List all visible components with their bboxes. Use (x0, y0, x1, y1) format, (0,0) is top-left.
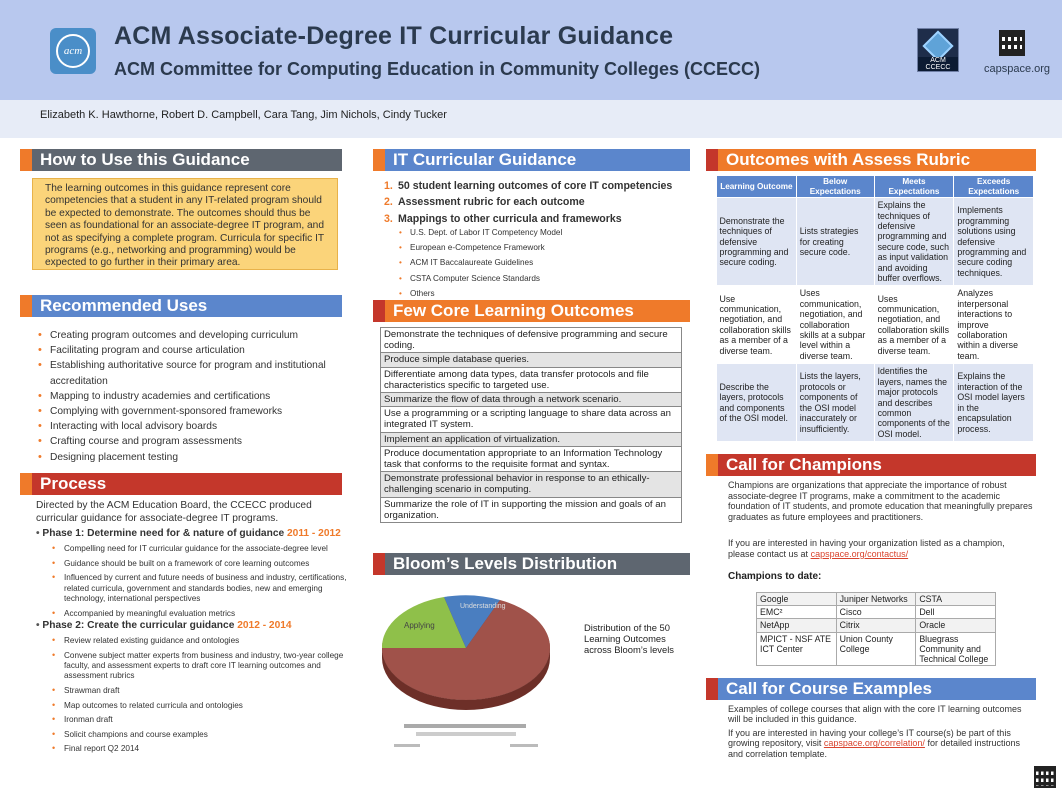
list-item: • Accompanied by meaningful evaluation metrics (48, 609, 348, 619)
table-row: Describe the layers, protocols and components of the OSI model. Lists the layers, protocols or components of the OSI model inaccurately or insufficiently. Identifies the layers, names the major protocols and describes common components of the OSI model. Explains the interaction of the OSI model layers in the encapsulation process. (717, 364, 1034, 442)
qr-code-icon (999, 30, 1025, 56)
list-item: • Solicit champions and course examples (48, 730, 348, 740)
table-row: Use a programming or a scripting language to share data across an integrated IT system. (381, 407, 682, 432)
bloom-heading: Bloom’s Levels Distribution (373, 553, 690, 575)
table-row: NetApp Citrix Oracle (757, 619, 996, 632)
list-item: 2. Assessment rubric for each outcome (384, 196, 585, 209)
bloom-pie-chart (370, 586, 582, 756)
core-outcomes-table (380, 327, 682, 523)
recommended-uses-heading: Recommended Uses (20, 295, 342, 317)
contact-link[interactable]: capspace.org/contactus/ (810, 548, 909, 559)
list-item: • Influenced by current and future needs of business and industry, certifications, related curricula, government and standards bodies, new and emerging technology, international perspectives (48, 573, 348, 604)
phase-1-list (48, 544, 348, 623)
it-guidance-heading: IT Curricular Guidance (373, 149, 690, 171)
course-examples-instructions: If you are interested in having your college’s IT course(s) be part of this growing repository, visit capspace.org/correlation/ for detailed instructions and correlation template. (728, 728, 1020, 759)
list-item: • Others (398, 286, 562, 301)
acm-logo-ring: acm (56, 34, 90, 68)
list-item: • Creating program outcomes and developing curriculum (34, 328, 344, 343)
pie-label-applying: Applying (404, 621, 435, 630)
process-heading: Process (20, 473, 342, 495)
phase-2-list (48, 636, 348, 759)
qr-code-icon (1034, 766, 1056, 788)
it-guidance-list (384, 178, 672, 227)
legend-mark (510, 744, 538, 747)
list-item: • Ironman draft (48, 715, 348, 725)
table-header-row: Learning Outcome Below Expectations Meets Expectations Exceeds Expectations (717, 176, 1034, 198)
website-link[interactable]: capspace.org (984, 63, 1051, 75)
table-row: Google Juniper Networks CSTA (757, 593, 996, 606)
table-row: Implement an application of virtualization. (381, 432, 682, 446)
list-item: • Interacting with local advisory boards (34, 419, 344, 434)
pie-body (382, 595, 550, 710)
table-row: Differentiate among data types, data transfer protocols and file characteristics specific to targeted use. (381, 367, 682, 392)
list-item: • U.S. Dept. of Labor IT Competency Model (398, 225, 562, 240)
how-to-use-heading: How to Use this Guidance (20, 149, 342, 171)
table-row: Demonstrate professional behavior in response to an ethically-challenging scenario in computing. (381, 472, 682, 497)
list-item: • Map outcomes to related curricula and ontologies (48, 701, 348, 711)
list-item: 3. Mappings to other curricula and frameworks (384, 212, 622, 225)
ccecc-logo (917, 28, 959, 72)
course-examples-body: Examples of college courses that align with the core IT learning outcomes will be included in this guidance. (728, 704, 1022, 725)
rubric-table (716, 175, 1034, 442)
list-item: • European e-Competence Framework (398, 240, 562, 255)
table-row: Produce simple database queries. (381, 353, 682, 367)
poster-title: ACM Associate-Degree IT Curricular Guidance (114, 22, 674, 50)
pie-label-understanding: Understanding (460, 603, 506, 610)
mappings-list (398, 225, 562, 301)
list-item: 1. 50 student learning outcomes of core IT competencies (384, 180, 673, 192)
list-item: • CSTA Computer Science Standards (398, 271, 562, 286)
list-item: • Compelling need for IT curricular guidance for the associate-degree level (48, 544, 348, 554)
legend-bar (416, 732, 516, 736)
list-item: • Facilitating program and course articulation (34, 343, 344, 358)
list-item: • Review related existing guidance and ontologies (48, 636, 348, 646)
course-examples-heading: Call for Course Examples (706, 678, 1036, 700)
table-row: MPICT - NSF ATE ICT Center Union County College Bluegrass Community and Technical College (757, 632, 996, 666)
phase-1-label: • Phase 1: Determine need for & nature of guidance 2011 - 2012 (36, 528, 341, 539)
acm-logo (50, 28, 96, 74)
table-row: Demonstrate the techniques of defensive programming and secure coding. Lists strategies for creating secure code. Explains the techniques of defensive programming and secure code, such as input validation and avoiding buffer overflows. Implements programming solutions using defensive programming and secure coding techniques. (717, 198, 1034, 286)
legend-bar (404, 724, 526, 728)
correlation-link[interactable]: capspace.org/correlation/ (823, 738, 925, 749)
list-item: • Convene subject matter experts from business and industry, two-year college faculty, and assessment experts to draft core IT learning outcomes and assessment rubrics (48, 651, 348, 682)
champions-body: Champions are organizations that appreciate the importance of robust associate-degree IT programs, make a commitment to the academic foundation of IT students, and promote education that meaningfully prepares graduates as future employees and practitioners. (728, 480, 1033, 522)
champions-heading: Call for Champions (706, 454, 1036, 476)
poster-subtitle: ACM Committee for Computing Education in Community Colleges (CCECC) (114, 59, 760, 79)
list-item: • Final report Q2 2014 (48, 744, 348, 754)
table-row: Produce documentation appropriate to an Information Technology task that conforms to the requisite format and syntax. (381, 446, 682, 471)
bloom-caption: Distribution of the 50 Learning Outcomes across Bloom’s levels (584, 622, 674, 656)
phase-2-label: • Phase 2: Create the curricular guidance 2012 - 2014 (36, 620, 292, 631)
champions-contact: If you are interested in having your organization listed as a champion, please contact us at capspace.org/contactus/ (728, 538, 1005, 559)
legend-mark (394, 744, 420, 747)
ccecc-logo-caption: ACM CCECC (918, 57, 958, 71)
list-item: • Crafting course and program assessments (34, 434, 344, 449)
table-row: Summarize the role of IT in supporting the mission and goals of an organization. (381, 497, 682, 522)
list-item: • Complying with government-sponsored frameworks (34, 404, 344, 419)
recommended-uses-list (34, 328, 344, 465)
list-item: • Establishing authoritative source for program and institutional accreditation (34, 358, 344, 388)
table-row: EMC² Cisco Dell (757, 606, 996, 619)
authors: Elizabeth K. Hawthorne, Robert D. Campbell, Cara Tang, Jim Nichols, Cindy Tucker (40, 109, 447, 121)
table-row: Demonstrate the techniques of defensive programming and secure coding. (381, 328, 682, 353)
list-item: • Designing placement testing (34, 450, 344, 465)
list-item: • Guidance should be built on a framework of core learning outcomes (48, 559, 348, 569)
rubric-heading: Outcomes with Assess Rubric (706, 149, 1036, 171)
list-item: • Mapping to industry academies and certifications (34, 389, 344, 404)
process-intro: Directed by the ACM Education Board, the CCECC produced curricular guidance for associate-degree IT programs. (36, 500, 312, 524)
how-to-use-body: The learning outcomes in this guidance represent core competencies that a student in any IT-related program should be expected to demonstrate. The outcomes should thus be seen as foundational for an associate-degree IT program, and not as specifying a complete program. Curricula for specific IT programs (e.g., networking and programming) would be expected to go further in their primary area. (32, 178, 338, 270)
table-row: Summarize the flow of data through a network scenario. (381, 393, 682, 407)
list-item: • Strawman draft (48, 686, 348, 696)
list-item: • ACM IT Baccalaureate Guidelines (398, 255, 562, 270)
champions-to-date-label: Champions to date: (728, 571, 822, 582)
champions-grid (756, 592, 996, 666)
core-outcomes-heading: Few Core Learning Outcomes (373, 300, 690, 322)
table-row: Use communication, negotiation, and collaboration skills as a member of a diverse team. Uses communication, negotiation, and collaboration skills at a subpar level within a diverse team. Uses communication, negotiation, and collaboration skills as a member of a diverse team. Analyzes interpersonal interactions to improve collaboration within a diverse team. (717, 286, 1034, 364)
